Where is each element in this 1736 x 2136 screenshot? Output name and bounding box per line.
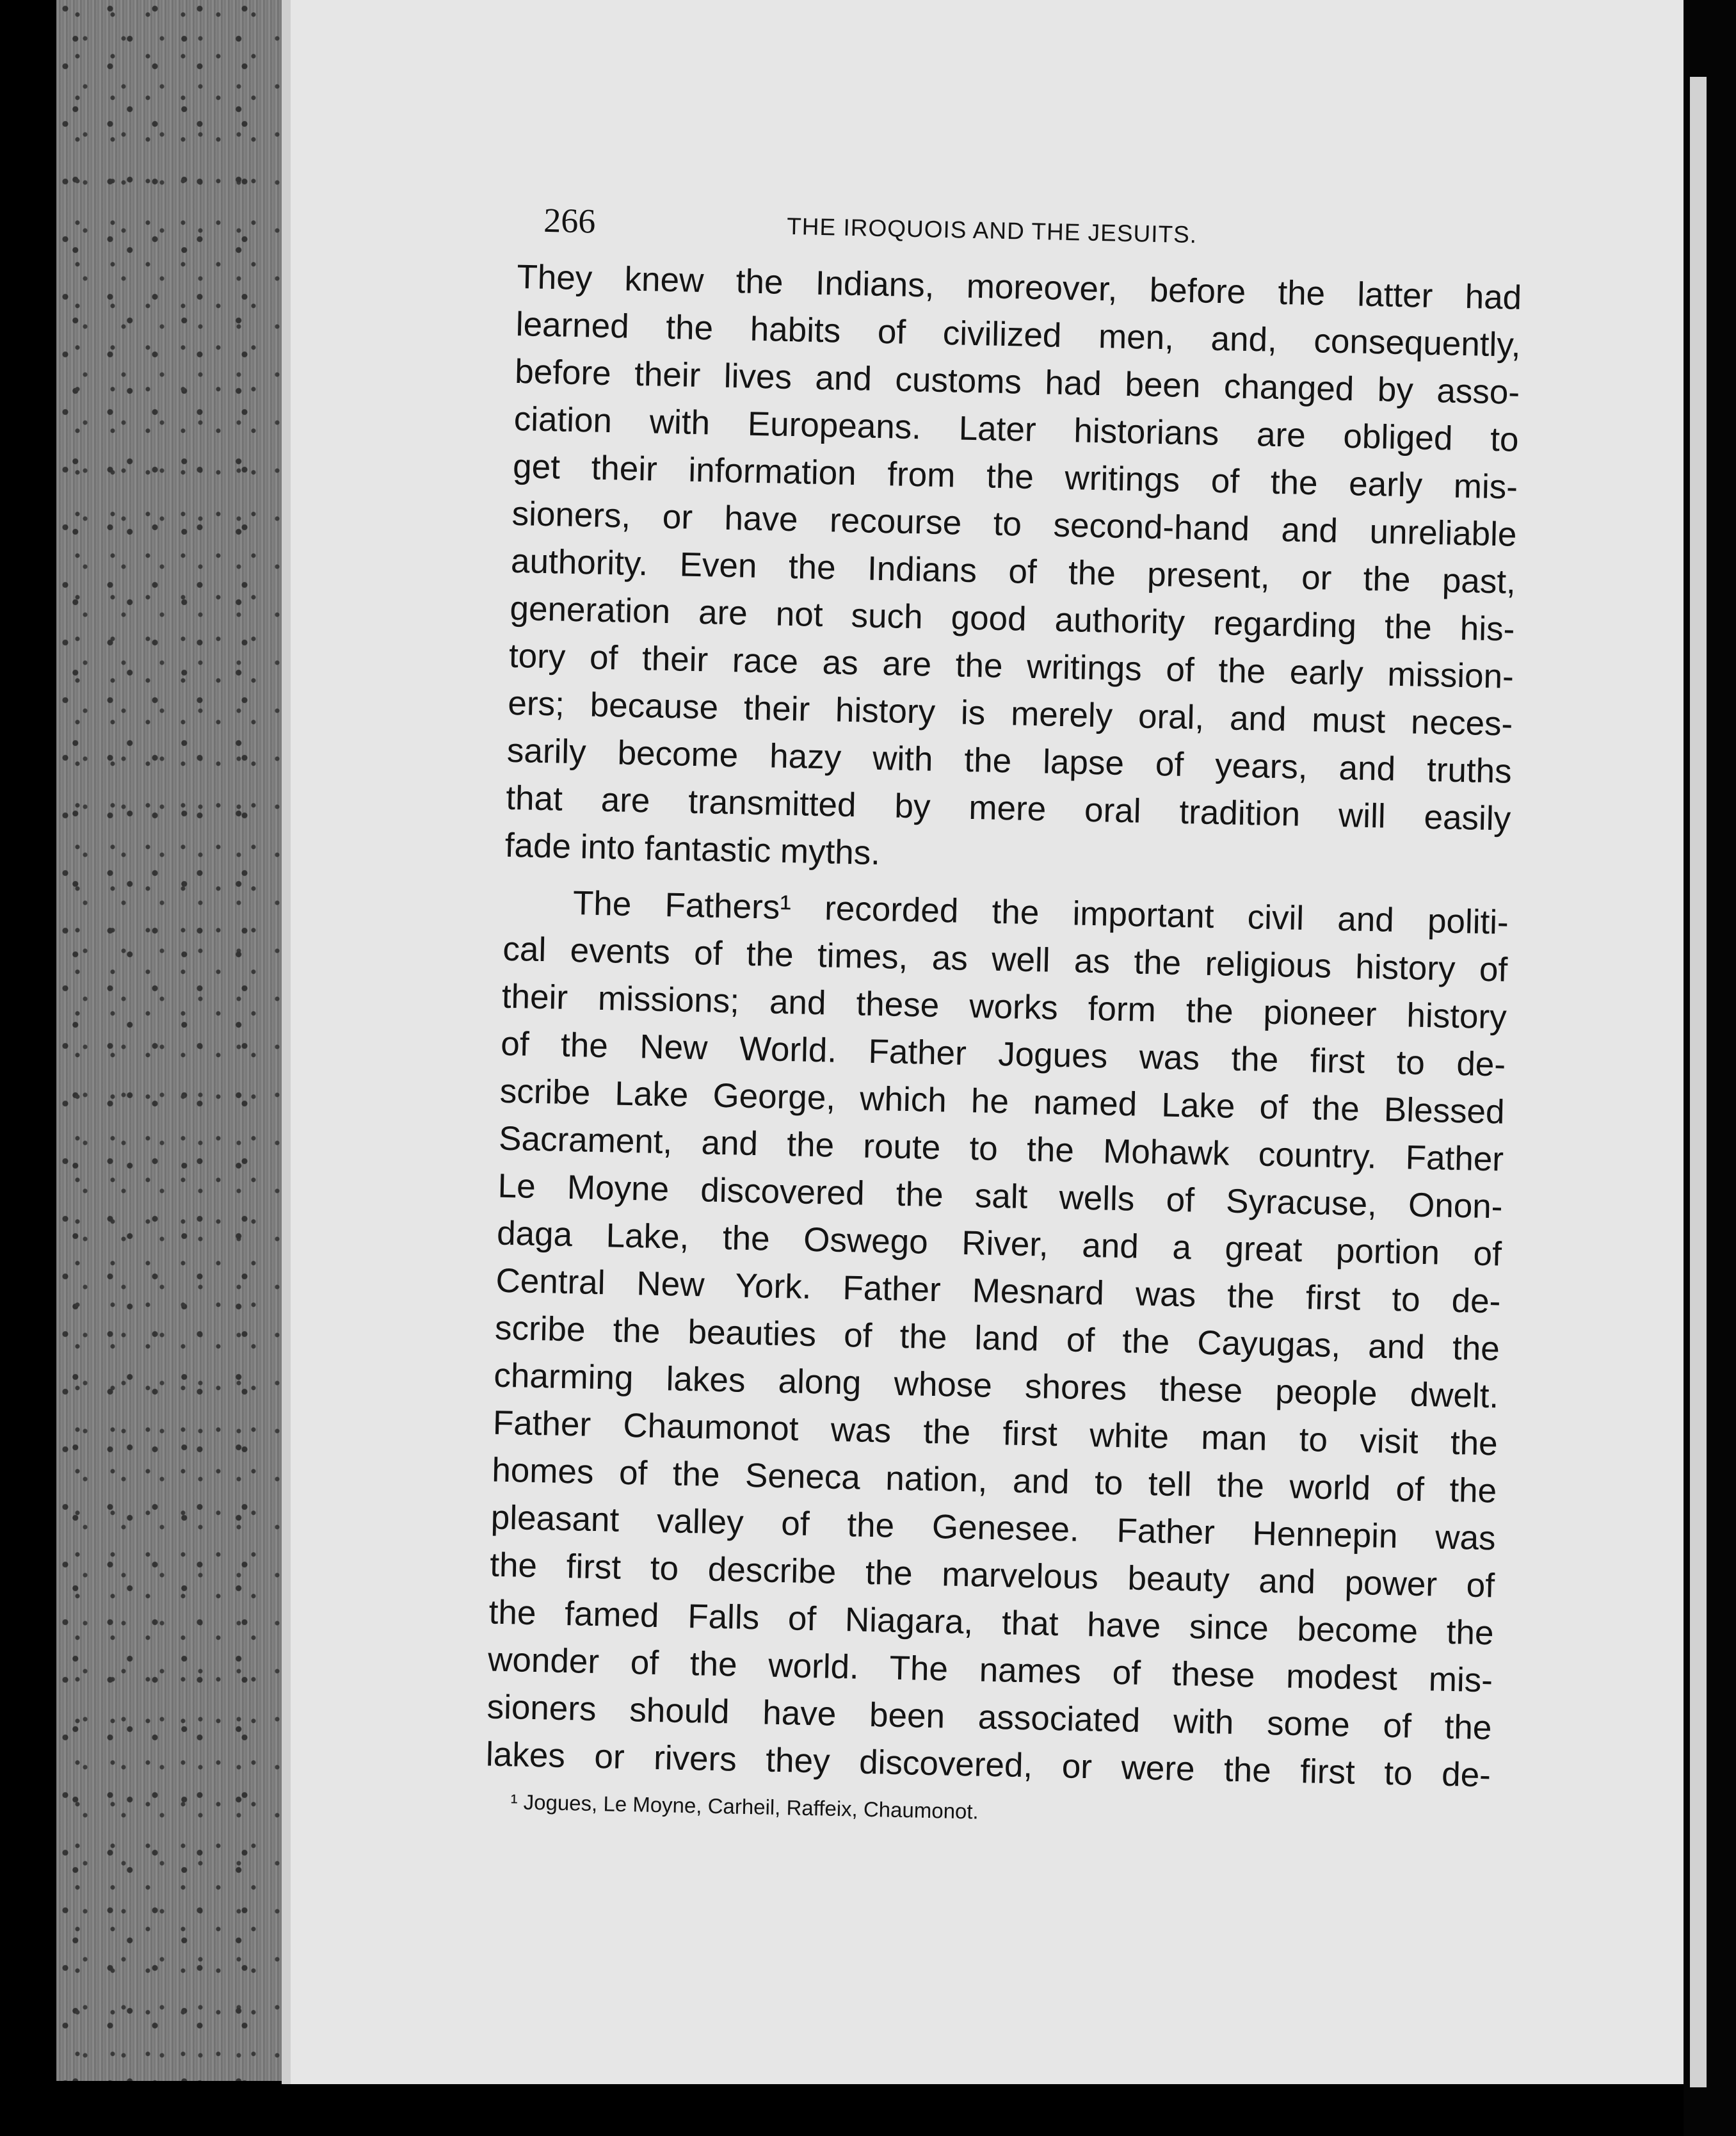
text-line: the famed Falls of Niagara, that have since become the xyxy=(488,1593,1495,1653)
text-line: generation are not such good authority regarding the his- xyxy=(510,589,1515,649)
facing-page-edge xyxy=(1690,77,1707,2087)
text-line: charming lakes along whose shores these people dwelt. xyxy=(493,1356,1499,1416)
text-line: ers; because their history is merely oral, and must neces- xyxy=(507,684,1513,743)
text-line: Le Moyne discovered the salt wells of Syracuse, Onon- xyxy=(497,1167,1504,1226)
text-line: scribe Lake George, which he named Lake of the Blessed xyxy=(499,1072,1506,1131)
paragraph-1 xyxy=(504,254,1522,891)
text-line: learned the habits of civilized men, and, consequently, xyxy=(515,305,1522,364)
binding-shadow xyxy=(282,0,291,2084)
text-line: of the New World. Father Jogues was the first to de- xyxy=(500,1024,1506,1084)
text-line: Sacrament, and the route to the Mohawk country. Father xyxy=(498,1119,1504,1179)
text-line: get their information from the writings of the early mis- xyxy=(512,447,1518,506)
text-line: sioners should have been associated with some of the xyxy=(486,1688,1492,1747)
text-line: Father Chaumonot was the first white man to visit the xyxy=(492,1404,1499,1463)
text-line: that are transmitted by mere oral tradition will easily xyxy=(505,779,1511,838)
text-line: cal events of the times, as well as the religious history of xyxy=(502,930,1508,989)
text-line: lakes or rivers they discovered, or were the first to de- xyxy=(485,1735,1491,1795)
text-line: ciation with Europeans. Later historians are obliged to xyxy=(513,400,1520,459)
text-line: before their lives and customs had been changed by asso- xyxy=(514,352,1520,412)
text-line: authority. Even the Indians of the present, or the past, xyxy=(510,542,1516,601)
text-line: daga Lake, the Oswego River, and a great portion of xyxy=(496,1214,1502,1274)
page-number: 266 xyxy=(543,200,596,241)
text-line: wonder of the world. The names of these modest mis- xyxy=(487,1640,1493,1700)
text-line: pleasant valley of the Genesee. Father Hennepin was xyxy=(490,1498,1497,1558)
edge-speckle xyxy=(56,0,288,2081)
text-line: scribe the beauties of the land of the Cayugas, and the xyxy=(494,1309,1500,1368)
text-line: their missions; and these works form the pioneer history xyxy=(501,977,1507,1037)
page-edges xyxy=(56,0,288,2081)
footnote: ¹ Jogues, Le Moyne, Carheil, Raffeix, Chaumonot. xyxy=(510,1790,979,1824)
text-line: the first to describe the marvelous beauty and power of xyxy=(489,1546,1495,1605)
text-line: sarily become hazy with the lapse of years, and truths xyxy=(506,731,1513,791)
text-line: sioners, or have recourse to second-hand and unreliable xyxy=(511,494,1518,554)
text-line: Central New York. Father Mesnard was the first to de- xyxy=(495,1261,1501,1321)
paragraph-2 xyxy=(485,878,1509,1800)
text-line: The Fathers¹ recorded the important civil and politi- xyxy=(572,884,1509,942)
running-head: THE IROQUOIS AND THE JESUITS. xyxy=(786,213,1198,248)
text-block xyxy=(485,200,1523,1838)
text-line: homes of the Seneca nation, and to tell the world of the xyxy=(491,1451,1497,1510)
text-line: fade into fantastic myths. xyxy=(504,826,881,873)
text-line: They knew the Indians, moreover, before the latter had xyxy=(516,257,1522,317)
text-line: tory of their race as are the writings of the early mission- xyxy=(508,636,1515,696)
